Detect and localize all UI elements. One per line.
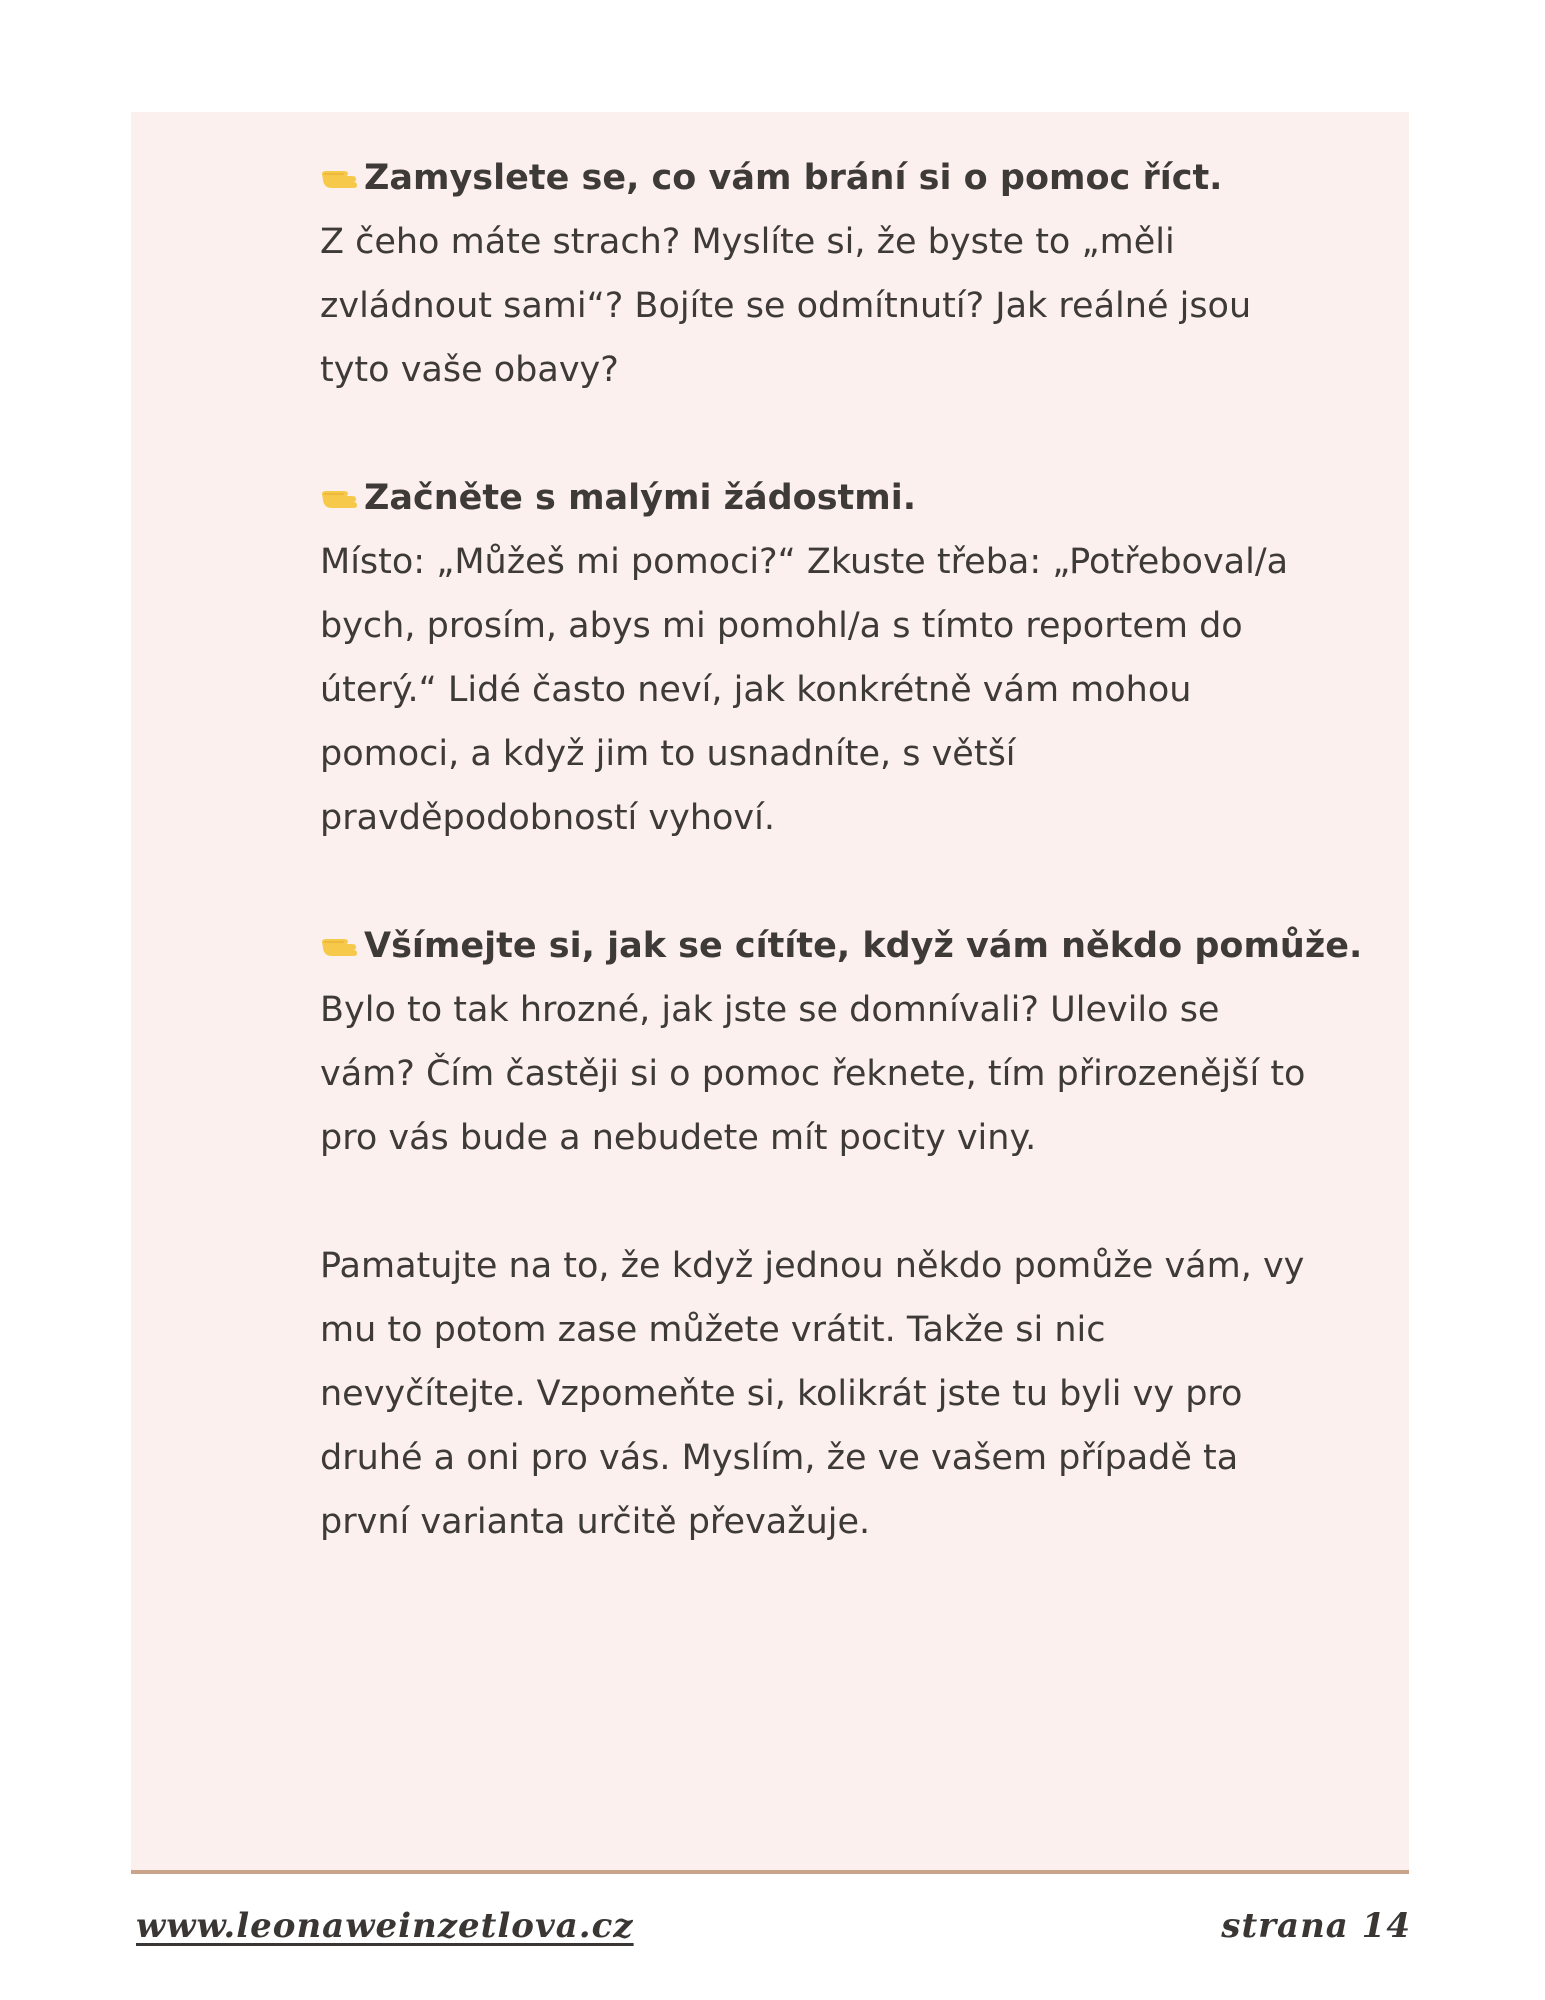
tip-section-1 [320,146,1320,402]
tip-section-3 [320,914,1363,1170]
tip-section-2 [320,466,1320,850]
website-link[interactable]: www.leonaweinzetlova.cz [136,1906,634,1946]
tip-heading-2 [320,466,1320,530]
closing-section [320,1234,1320,1554]
pointing-hand-icon [320,482,362,514]
tip-body-3: Bylo to tak hrozné, jak jste se domnívali? Ulevilo se vám? Čím častěji si o pomoc řeknete, tím přirozenější to pro vás bude a nebudete mít pocity viny. [320,990,1306,1158]
pointing-hand-icon [320,162,362,194]
tip-heading-3-text: Všímejte si, jak se cítíte, když vám někdo pomůže. [364,926,1363,966]
tip-heading-2-text: Začněte s malými žádostmi. [364,478,917,518]
tip-heading-3 [320,914,1363,978]
tip-body-2: Místo: „Můžeš mi pomoci?“ Zkuste třeba: „Potřeboval/a bych, prosím, abys mi pomohl/a s tímto reportem do úterý.“ Lidé často neví, jak konkrétně vám mohou pomoci, a když jim to usnadníte, s větší pravděpodobností vyhoví. [320,542,1289,838]
pointing-hand-icon [320,930,362,962]
tip-body-1: Z čeho máte strach? Myslíte si, že byste to „měli zvládnout sami“? Bojíte se odmítnutí? Jak reálné jsou tyto vaše obavy? [320,222,1252,390]
tip-heading-1-text: Zamyslete se, co vám brání si o pomoc říct. [364,158,1223,198]
article-content [320,146,1363,1618]
closing-paragraph: Pamatujte na to, že když jednou někdo pomůže vám, vy mu to potom zase můžete vrátit. Takže si nic nevyčítejte. Vzpomeňte si, kolikrát jste tu byli vy pro druhé a oni pro vás. Myslím, že ve vašem případě ta první varianta určitě převažuje. [320,1246,1305,1542]
page-number: strana 14 [1221,1906,1411,1946]
footer-divider [131,1870,1409,1874]
tip-heading-1 [320,146,1320,210]
